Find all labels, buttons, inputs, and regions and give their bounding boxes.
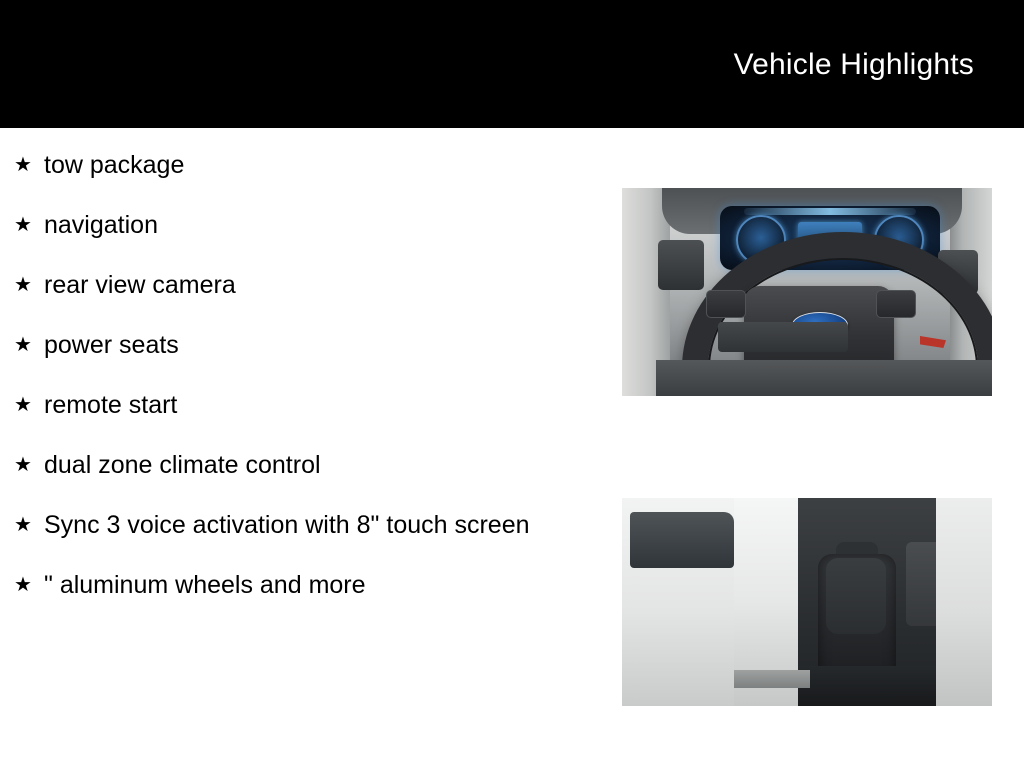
cluster-indicator-strip (744, 208, 916, 215)
list-item-label: rear view camera (44, 271, 236, 299)
lower-dash-panel (656, 360, 992, 396)
list-item (14, 148, 574, 182)
list-item-label: Sync 3 voice activation with 8" touch screen (44, 511, 530, 539)
door-sill (734, 670, 810, 688)
rear-body-panel (622, 498, 742, 706)
steering-control-pad-left (706, 290, 746, 318)
dashboard-steering-wheel-photo (622, 188, 992, 396)
list-item-label: navigation (44, 211, 158, 239)
list-item (14, 568, 574, 602)
list-item (14, 508, 574, 542)
lower-dash-buttons (718, 322, 848, 352)
star-icon: ★ (14, 334, 32, 356)
list-item (14, 208, 574, 242)
star-icon: ★ (14, 454, 32, 476)
steering-control-pad-right (876, 290, 916, 318)
interior-front-seats-photo (622, 498, 992, 706)
list-item-label: dual zone climate control (44, 451, 321, 479)
page-title: Vehicle Highlights (733, 48, 974, 81)
star-icon: ★ (14, 154, 32, 176)
dash-vent-left (658, 240, 704, 290)
list-item-label: remote start (44, 391, 178, 419)
front-fender-panel (936, 498, 992, 706)
driver-seat-back (826, 558, 886, 634)
list-item (14, 388, 574, 422)
list-item-label: " aluminum wheels and more (44, 571, 366, 599)
highlights-list (14, 148, 574, 602)
header-bar (0, 0, 1024, 128)
star-icon: ★ (14, 514, 32, 536)
star-icon: ★ (14, 274, 32, 296)
list-item-label: power seats (44, 331, 179, 359)
list-item-label: tow package (44, 151, 185, 179)
list-item (14, 268, 574, 302)
list-item (14, 328, 574, 362)
star-icon: ★ (14, 214, 32, 236)
list-item (14, 448, 574, 482)
star-icon: ★ (14, 394, 32, 416)
star-icon: ★ (14, 574, 32, 596)
rear-window (630, 512, 734, 568)
